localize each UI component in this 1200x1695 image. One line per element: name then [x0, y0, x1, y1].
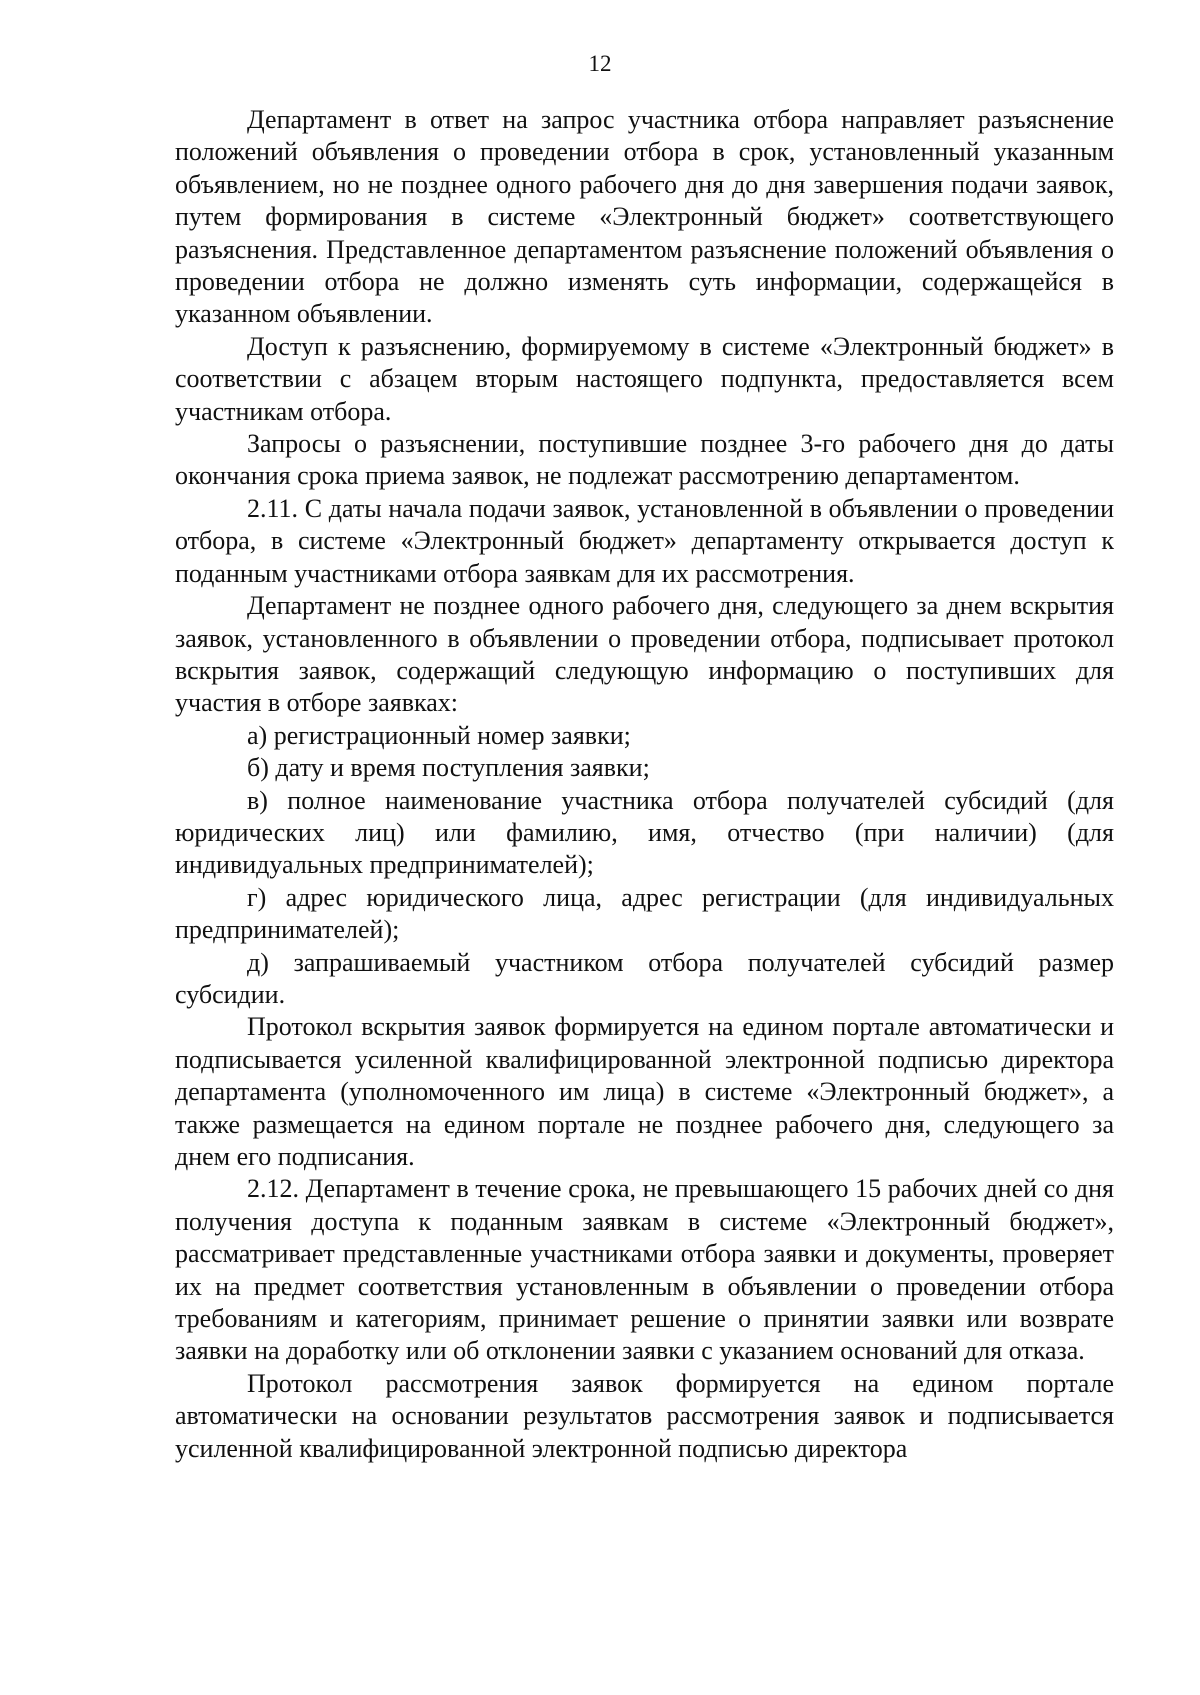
list-item-g: г) адрес юридического лица, адрес регистрации (для индивидуальных предпринимателей);	[175, 882, 1114, 945]
paragraph-department-clarification: Департамент в ответ на запрос участника отбора направляет разъяснение положений объявления о проведении отбора в срок, установленный указанным объявлением, но не позднее одного рабочего дня до дня завершения подачи заявок, путем формирования в системе «Электронный бюджет» соответствующего разъяснения. Представленное департаментом разъяснение положений объявления о проведении отбора не должно изменять суть информации, содержащейся в указанном объявлении.	[175, 105, 1114, 329]
list-item-a: а) регистрационный номер заявки;	[247, 720, 631, 750]
paragraph-clarification-access: Доступ к разъяснению, формируемому в системе «Электронный бюджет» в соответствии с абзацем вторым настоящего подпункта, предоставляется всем участникам отбора.	[175, 331, 1114, 426]
paragraph-opening-protocol: Департамент не позднее одного рабочего дня, следующего за днем вскрытия заявок, установленного в объявлении о проведении отбора, подписывает протокол вскрытия заявок, содержащий следующую информацию о поступивших для участия в отборе заявках:	[175, 591, 1114, 718]
paragraph-clause-2-12: 2.12. Департамент в течение срока, не превышающего 15 рабочих дней со дня получения доступа к поданным заявкам в системе «Электронный бюджет», рассматривает представленные участниками отбора заявки и документы, проверяет их на предмет соответствия установленным в объявлении о проведении отбора требованиям и категориям, принимает решение о принятии заявки или возврате заявки на доработку или об отклонении заявки с указанием оснований для отказа.	[175, 1174, 1114, 1366]
paragraph-review-protocol: Протокол рассмотрения заявок формируется на едином портале автоматически на основании результатов рассмотрения заявок и подписывается усиленной квалифицированной электронной подписью директора	[175, 1368, 1114, 1463]
list-item-d: д) запрашиваемый участником отбора получателей субсидий размер субсидии.	[175, 947, 1114, 1009]
page-number: 12	[588, 51, 612, 76]
list-item-b: б) дату и время поступления заявки;	[247, 753, 650, 783]
paragraph-late-requests: Запросы о разъяснении, поступившие позднее 3-го рабочего дня до даты окончания срока приема заявок, не подлежат рассмотрению департаментом.	[175, 429, 1114, 491]
list-item-v: в) полное наименование участника отбора получателей субсидий (для юридических лиц) или фамилию, имя, отчество (при наличии) (для индивидуальных предпринимателей);	[175, 785, 1114, 880]
document-body	[175, 104, 1114, 1465]
paragraph-clause-2-11: 2.11. С даты начала подачи заявок, установленной в объявлении о проведении отбора, в системе «Электронный бюджет» департаменту открывается доступ к поданным участниками отбора заявкам для их рассмотрения.	[175, 493, 1114, 588]
paragraph-protocol-signing: Протокол вскрытия заявок формируется на едином портале автоматически и подписывается усиленной квалифицированной электронной подписью директора департамента (уполномоченного им лица) в системе «Электронный бюджет», а также размещается на едином портале не позднее рабочего дня, следующего за днем его подписания.	[175, 1012, 1114, 1171]
